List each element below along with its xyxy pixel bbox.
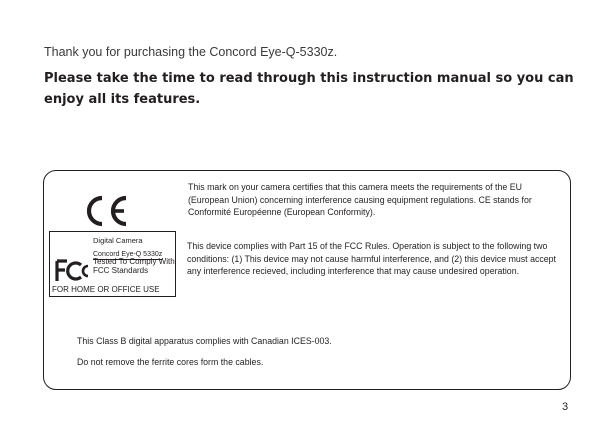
fcc-product-name: Digital Camera [93, 236, 143, 245]
intro-instruction: Please take the time to read through this instruction manual so you can enjoy all its features. [44, 71, 574, 107]
fcc-logo-icon [54, 259, 90, 288]
fcc-statement: This device complies with Part 15 of the FCC Rules. Operation is subject to the following two conditions: (1) This device may not cause harmful interference, and (2) this device must accept any interference recieved, including interference that may cause undesired operation. [187, 241, 556, 276]
ce-statement: This mark on your camera certifies that this camera meets the requirements of the EU (European Union) concerning interference causing equipment regulations. CE stands for Conformité Européenne (European Conformity). [188, 182, 532, 217]
ferrite-warning: Do not remove the ferrite cores form the cables. [77, 357, 264, 367]
page-number: 3 [562, 401, 569, 413]
ce-mark-icon [82, 194, 130, 233]
fcc-tested-text: Tested To Comply With FCC Standards [93, 257, 175, 275]
fcc-model: Concord Eye-Q 5330z [93, 251, 163, 258]
fcc-home-office-text: FOR HOME OR OFFICE USE [52, 285, 160, 294]
canada-statement: This Class B digital apparatus complies with Canadian ICES-003. [77, 336, 332, 346]
intro-thanks: Thank you for purchasing the Concord Eye-Q-5330z. [44, 45, 338, 59]
fcc-label [49, 231, 176, 297]
